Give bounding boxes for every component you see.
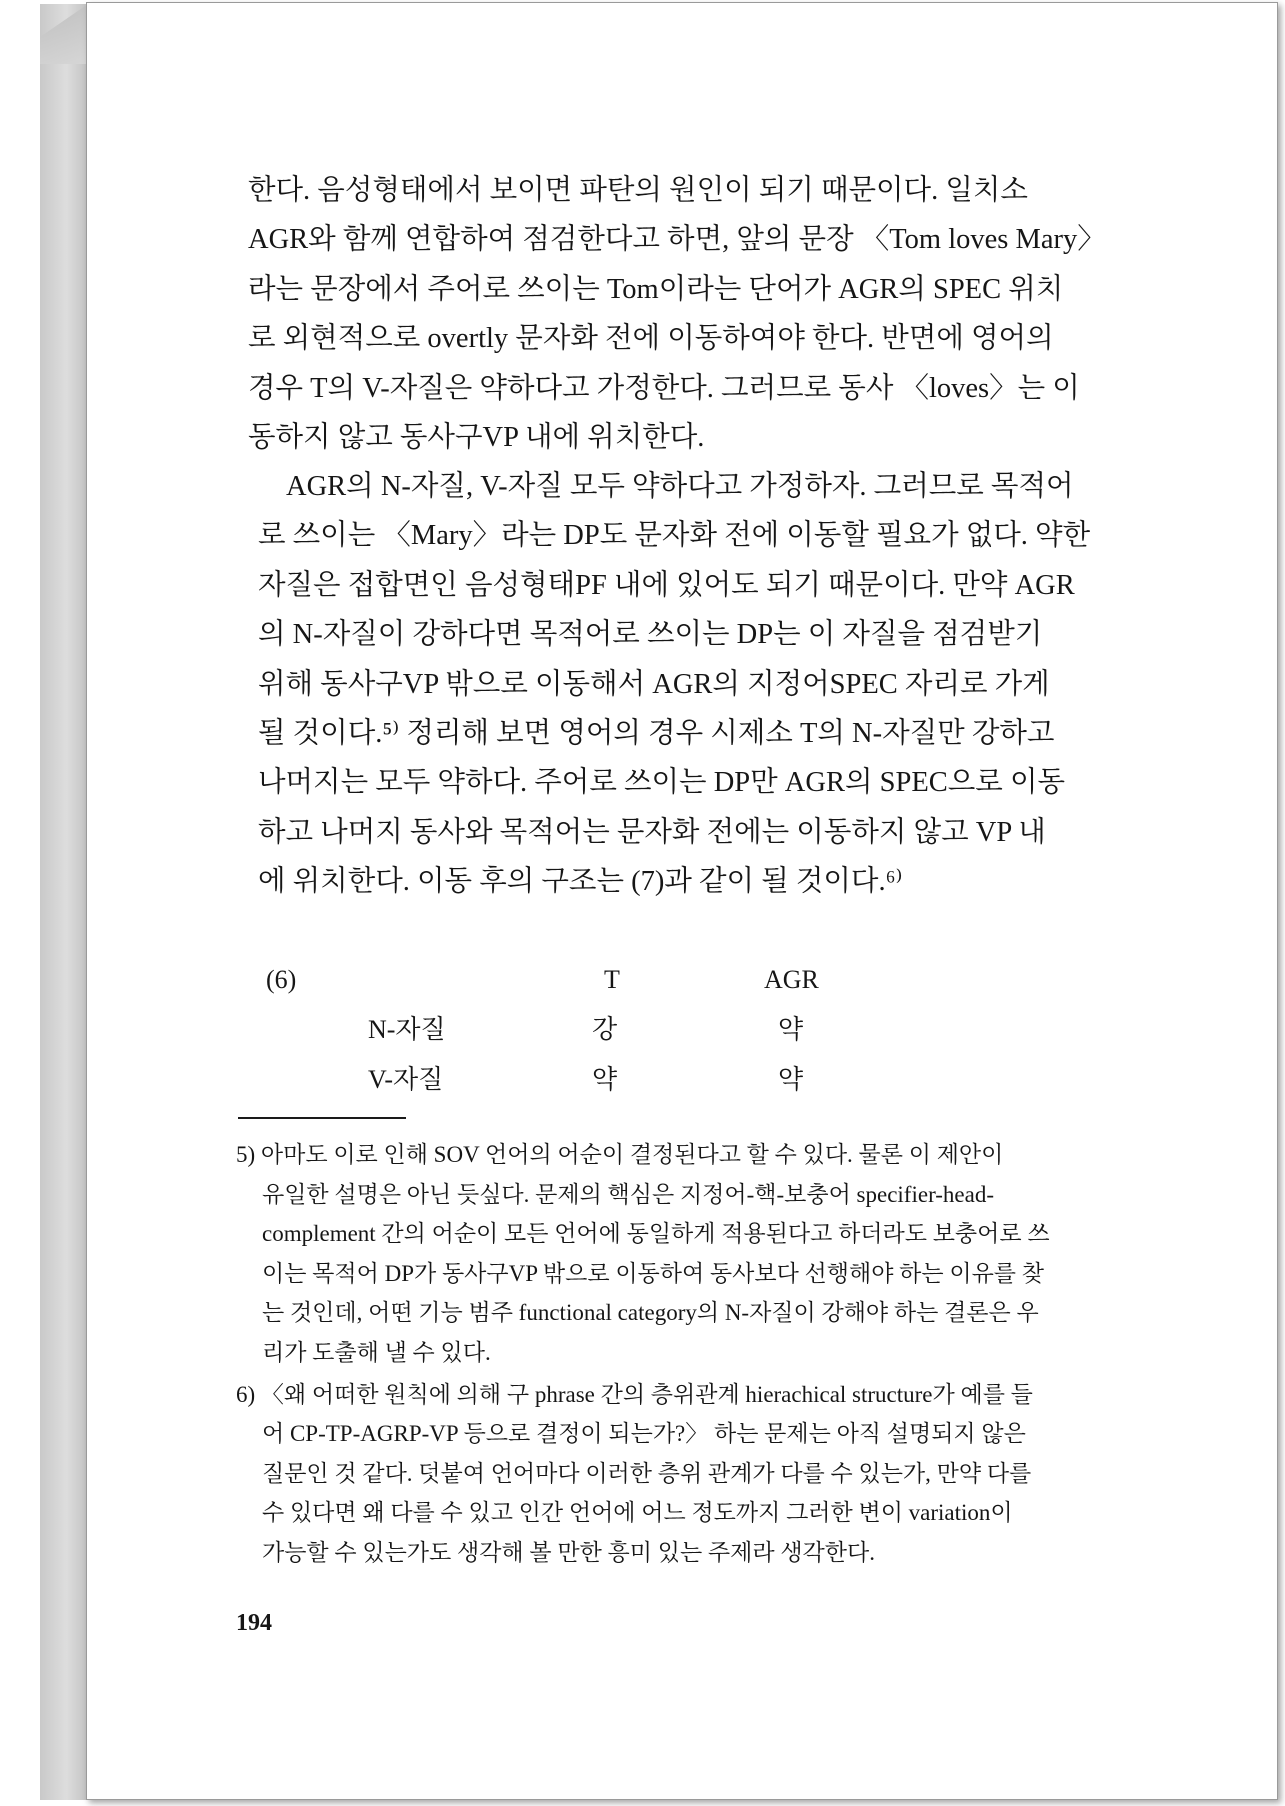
paragraph-line: 에 위치한다. 이동 후의 구조는 (7)과 같이 될 것이다.⁶⁾ (258, 866, 903, 898)
paragraph-1 (248, 166, 1106, 462)
footnote-line: 유일한 설명은 아닌 듯싶다. 문제의 핵심은 지정어-핵-보충어 specifier-head- (262, 1181, 995, 1207)
footnote-line: 수 있다면 왜 다를 수 있고 인간 언어에 어느 정도까지 그러한 변이 variation이 (262, 1500, 1013, 1526)
paragraph-line: 나머지는 모두 약하다. 주어로 쓰이는 DP만 AGR의 SPEC으로 이동 (258, 767, 1066, 799)
paragraph-line: AGR의 N-자질, V-자질 모두 약하다고 가정하자. 그러므로 목적어 (286, 471, 1074, 502)
footnote-line: 질문인 것 같다. 덧붙여 언어마다 이러한 층위 관계가 다를 수 있는가, 만약 다를 (262, 1460, 1032, 1486)
column-header-t: T (604, 965, 620, 994)
footnote-line: 어 CP-TP-AGRP-VP 등으로 결정이 되는가?〉 하는 문제는 아직 설명되지 않은 (262, 1421, 1026, 1447)
footnote-line: 리가 도출해 낼 수 있다. (262, 1339, 491, 1365)
paragraph-line: 동하지 않고 동사구VP 내에 위치한다. (248, 421, 705, 453)
paragraph-2 (258, 462, 1090, 907)
cell-agr: 약 (778, 1065, 804, 1094)
footnote-6 (236, 1375, 1050, 1573)
footnote-line: 5) 아마도 이로 인해 SOV 언어의 어순이 결정된다고 할 수 있다. 물론 이 제안이 (236, 1142, 1004, 1167)
footnote-line: 는 것인데, 어떤 기능 범주 functional category의 N-자질이 강해야 하는 결론은 우 (262, 1300, 1039, 1326)
footnote-5 (236, 1135, 1050, 1373)
cell-t: 약 (592, 1065, 618, 1094)
paragraph-line: 될 것이다.⁵⁾ 정리해 보면 영어의 경우 시제소 T의 N-자질만 강하고 (258, 717, 1055, 749)
paragraph-line: 하고 나머지 동사와 목적어는 문자화 전에는 이동하지 않고 VP 내 (258, 816, 1046, 848)
row-label: V-자질 (368, 1065, 444, 1094)
footnote-divider (238, 1117, 406, 1119)
column-header-agr: AGR (764, 965, 819, 994)
example-number: (6) (266, 965, 297, 994)
paragraph-line: 경우 T의 V-자질은 약하다고 가정한다. 그러므로 동사 〈loves〉는 이 (248, 372, 1080, 404)
footnote-line: complement 간의 어순이 모든 언어에 동일하게 적용된다고 하더라도 보충어로 쓰 (262, 1221, 1050, 1247)
paragraph-line: 로 쓰이는 〈Mary〉라는 DP도 문자화 전에 이동할 필요가 없다. 약한 (258, 520, 1091, 552)
paragraph-line: 로 외현적으로 overtly 문자화 전에 이동하여야 한다. 반면에 영어의 (248, 323, 1054, 355)
footnote-line: 가능할 수 있는가도 생각해 볼 만한 흥미 있는 주제라 생각한다. (262, 1539, 875, 1565)
footnotes (236, 1135, 1050, 1573)
book-spine-edge (40, 4, 88, 1800)
paragraph-line: AGR와 함께 연합하여 점검한다고 하면, 앞의 문장 〈Tom loves Mary〉 (248, 224, 1106, 256)
paragraph-line: 자질은 접합면인 음성형태PF 내에 있어도 되기 때문이다. 만약 AGR (258, 569, 1075, 601)
row-label: N-자질 (368, 1015, 446, 1044)
page-number: 194 (236, 1610, 272, 1636)
paragraph-line: 라는 문장에서 주어로 쓰이는 Tom이라는 단어가 AGR의 SPEC 위치 (248, 273, 1064, 305)
footnote-line: 6) 〈왜 어떠한 원칙에 의해 구 phrase 간의 층위관계 hierachical structure가 예를 들 (236, 1381, 1033, 1407)
paragraph-line: 한다. 음성형태에서 보이면 파탄의 원인이 되기 때문이다. 일치소 (248, 175, 1028, 206)
cell-agr: 약 (778, 1015, 804, 1044)
footnote-line: 이는 목적어 DP가 동사구VP 밖으로 이동하여 동사보다 선행해야 하는 이유를 찾 (262, 1260, 1044, 1286)
cell-t: 강 (592, 1015, 618, 1044)
paragraph-line: 위해 동사구VP 밖으로 이동해서 AGR의 지정어SPEC 자리로 가게 (258, 668, 1050, 700)
paragraph-line: 의 N-자질이 강하다면 목적어로 쓰이는 DP는 이 자질을 점검받기 (258, 619, 1043, 651)
